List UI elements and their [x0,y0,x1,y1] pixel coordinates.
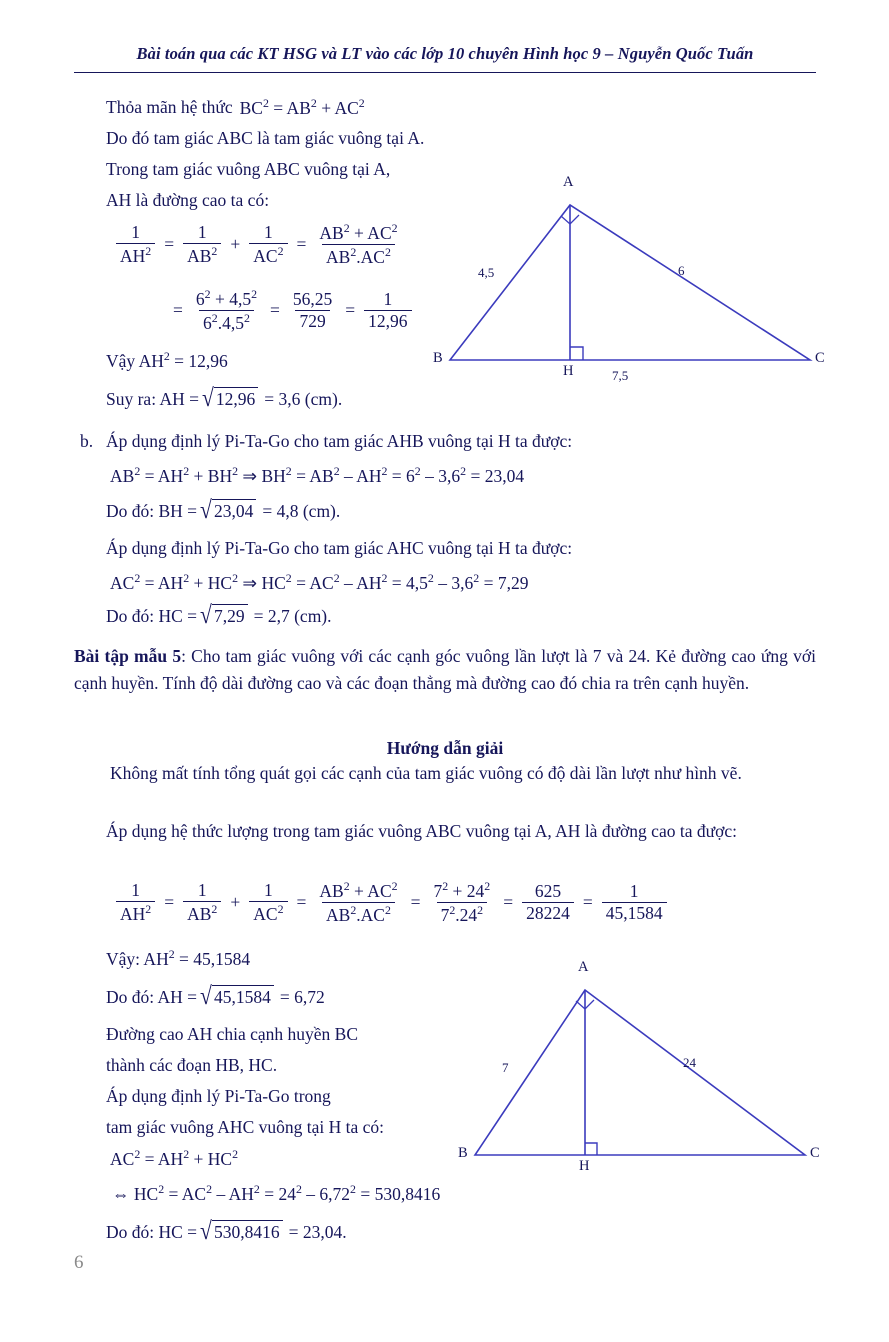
eq2-frac-t6-num: 1 [629,880,639,901]
top-line-1-text: Thỏa mãn hệ thức [106,96,233,117]
header-divider [74,72,816,73]
eq2-frac-t3-den: $AB^2.AC^2$ [322,902,395,925]
bottom-doado-prefix: Do đó: AH = [106,987,198,1008]
frac-t2-den: $AC^2$ [249,243,287,266]
sqrt-23-04-radicand: 23,04 [212,499,256,524]
top-line-4: AH là đường cao ta có: [106,190,270,210]
figure-1-vertex-h: H [563,363,574,379]
bottom-line-1: Đường cao AH chia cạnh huyền BC [106,1024,359,1044]
bottom-line-7-prefix: Do đó: HC = [106,1222,198,1243]
bottom-line-4: tam giác vuông AHC vuông tại H ta có: [106,1117,385,1137]
part-b-line-3 [106,496,341,524]
top-line-2: Do đó tam giác ABC là tam giác vuông tại A. [106,128,425,148]
frac-lhs-den: $AH^2$ [116,243,155,266]
frac-t2-num: 1 [264,221,273,242]
part-b-line-3-prefix: Do đó: BH = [106,501,198,522]
sqrt-7-29: √ 7,29 [199,604,248,629]
bottom-line-7 [106,1217,347,1245]
part-b-line-3-tail: = 4,8 (cm). [262,501,341,522]
figure-1-side-ac: 6 [678,263,685,278]
equation-1-line-1: $\frac{1}{AH^2}$ = $\frac{1}{AB^2}$ + $\frac{1}{AC^2}$ = $\frac{AB^2 + AC^2}{AB^2.AC^2}$ [112,222,406,266]
eq2-frac-t1-num: 1 [197,879,207,900]
eq2-frac-t5 [522,882,574,923]
suy-ra-prefix: Suy ra: AH = [106,389,199,410]
top-line-1 [106,96,365,119]
exercise-block [74,643,816,697]
sqrt-45-1584-radicand: 45,1584 [212,985,274,1010]
frac-l2-t2-den: 729 [295,310,329,331]
guide-paragraph-1: Không mất tính tổng quát gọi các cạnh của tam giác vuông có độ dài lần lượt như hình vẽ. [110,763,742,783]
bottom-doado-ah [106,982,325,1010]
figure-2-vertex-c: C [810,1145,820,1161]
bottom-line-5: $AC^2 = AH^2 + HC^2$ [110,1147,239,1169]
frac-l2-t1 [192,288,261,332]
suy-ra-tail: = 3,6 (cm). [264,389,343,410]
part-b-line-6-prefix: Do đó: HC = [106,606,198,627]
figure-triangle-2 [455,959,835,1174]
figure-1-vertex-c: C [815,350,825,366]
eq2-frac-lhs [116,881,155,924]
part-b-marker: b. [80,431,94,451]
frac-t1 [183,223,221,266]
sqrt-23-04: √ 23,04 [199,499,256,524]
sqrt-530-8416-radicand: 530,8416 [212,1220,283,1245]
frac-t2 [249,223,287,266]
eq2-frac-t2 [249,881,287,924]
guide-paragraph-2: Áp dụng hệ thức lượng trong tam giác vuông ABC vuông tại A, AH là đường cao ta được: [106,821,737,841]
frac-t3-num: $AB^2 + AC^2$ [319,221,398,243]
frac-l2-t2 [289,290,336,331]
vay-ah2: Vậy $AH^2 = 12,96$ [106,349,228,371]
eq2-frac-t2-num: 1 [264,879,273,900]
frac-lhs-num: 1 [131,221,140,242]
eq2-frac-t4-num: $7^2 + 24^2$ [433,879,491,901]
top-line-1-math: $BC^2 = AB^2 + AC^2$ [239,96,365,118]
guide-heading: Hướng dẫn giải [386,738,504,758]
figure-2-side-ab: 7 [502,1060,509,1075]
suy-ra-ah [106,384,343,412]
eq2-frac-t1 [183,881,221,924]
eq2-frac-lhs-den: $AH^2$ [116,901,155,924]
frac-t1-num: 1 [197,221,207,242]
figure-2-vertex-a: A [578,959,589,975]
top-line-3: Trong tam giác vuông ABC vuông tại A, [106,159,391,179]
bottom-line-2: thành các đoạn HB, HC. [106,1055,278,1075]
eq2-frac-t3-num: $AB^2 + AC^2$ [319,879,398,901]
part-b-line-2: $AB^2 = AH^2 + BH^2$ ⇒ $BH^2 = AB^2 - AH^2 = 6^2 - 3,6^2 = 23,04$ [110,464,525,486]
figure-2-svg [455,965,835,1165]
eq2-frac-t6 [602,882,667,923]
eq2-frac-t1-den: $AB^2$ [183,901,221,924]
figure-2-vertex-h: H [579,1158,590,1174]
frac-t3 [315,222,401,266]
equation-2: $\frac{1}{AH^2}$ = $\frac{1}{AB^2}$ + $\frac{1}{AC^2}$ = $\frac{AB^2 + AC^2}{AB^2.AC^2}$ = $\frac{7^2 + 24^2}{7^2.24^2}$ = $\frac{625}{28224}$ = $\frac{1}{45,1584}$ [112,880,671,924]
equation-1-line-2: = $\frac{6^2 + 4,5^2}{6^2.4,5^2}$ = $\frac{56,25}{729}$ = $\frac{1}{12,96}$ [168,288,416,332]
figure-triangle-1 [430,174,840,383]
eq2-frac-t6-den: 45,1584 [602,902,667,923]
bottom-line-6: ⇔ $HC^2 = AC^2 - AH^2 = 24^2 - 6,72^2 = 530,8416$ [112,1182,441,1204]
frac-l2-t3-den: 12,96 [364,310,411,331]
frac-l2-t3 [364,290,411,331]
frac-lhs [116,223,155,266]
part-b-line-6-tail: = 2,7 (cm). [253,606,332,627]
eq2-frac-t4-den: $7^2.24^2$ [437,902,488,925]
bottom-vay: Vậy: $AH^2 = 45,1584$ [106,947,251,969]
eq2-frac-lhs-num: 1 [131,879,140,900]
exercise-title: Bài tập mẫu 5 [74,646,182,666]
part-b-line-4: Áp dụng định lý Pi-Ta-Go cho tam giác AHC vuông tại H ta được: [106,538,573,558]
figure-1-vertex-a: A [563,174,574,190]
frac-t1-den: $AB^2$ [183,243,221,266]
eq2-frac-t2-den: $AC^2$ [249,901,287,924]
frac-l2-t1-num: $6^2 + 4,5^2$ [195,287,258,309]
bottom-line-3: Áp dụng định lý Pi-Ta-Go trong [106,1086,331,1106]
eq2-frac-t3 [315,880,401,924]
page-header [74,44,816,64]
sqrt-12-96-radicand: 12,96 [214,387,258,412]
header-title: Bài toán qua các KT HSG và LT vào các lớp 10 chuyên Hình học 9 – Nguyễn Quốc Tuấn [136,44,754,63]
eq2-frac-t5-num: 625 [534,880,562,901]
page-number: 6 [74,1252,84,1273]
frac-l2-t2-num: 56,25 [292,288,333,309]
figure-2-side-ac: 24 [683,1055,696,1070]
bottom-line-7-tail: = 23,04. [288,1222,347,1243]
part-b-line-1: Áp dụng định lý Pi-Ta-Go cho tam giác AHB vuông tại H ta được: [106,431,573,451]
figure-1-side-bc: 7,5 [612,368,629,383]
figure-2-vertex-b: B [458,1145,468,1161]
frac-l2-t1-den: $6^2.4,5^2$ [199,310,254,333]
sqrt-12-96: √ 12,96 [201,387,258,412]
figure-1-side-ab: 4,5 [478,265,495,280]
part-b-line-5: $AC^2 = AH^2 + HC^2$ ⇒ $HC^2 = AC^2 - AH^2 = 4,5^2 - 3,6^2 = 7,29$ [110,571,529,593]
sqrt-7-29-radicand: 7,29 [212,604,248,629]
frac-l2-t3-num: 1 [383,288,393,309]
bottom-doado-tail: = 6,72 [279,987,325,1008]
eq2-frac-t5-den: 28224 [522,902,574,923]
exercise-body: : Cho tam giác vuông với các cạnh góc vuông lần lượt là 7 và 24. Kẻ đường cao ứng với cạnh huyền. Tính độ dài đường cao và các đoạn thẳng mà đường cao đó chia ra trên cạnh huyền. [74,646,817,694]
figure-1-vertex-b: B [433,350,443,366]
sqrt-530-8416: √ 530,8416 [199,1220,283,1245]
sqrt-45-1584: √ 45,1584 [199,985,274,1010]
frac-t3-den: $AB^2.AC^2$ [322,244,395,267]
eq2-frac-t4 [429,880,494,924]
part-b-line-6 [106,601,332,629]
